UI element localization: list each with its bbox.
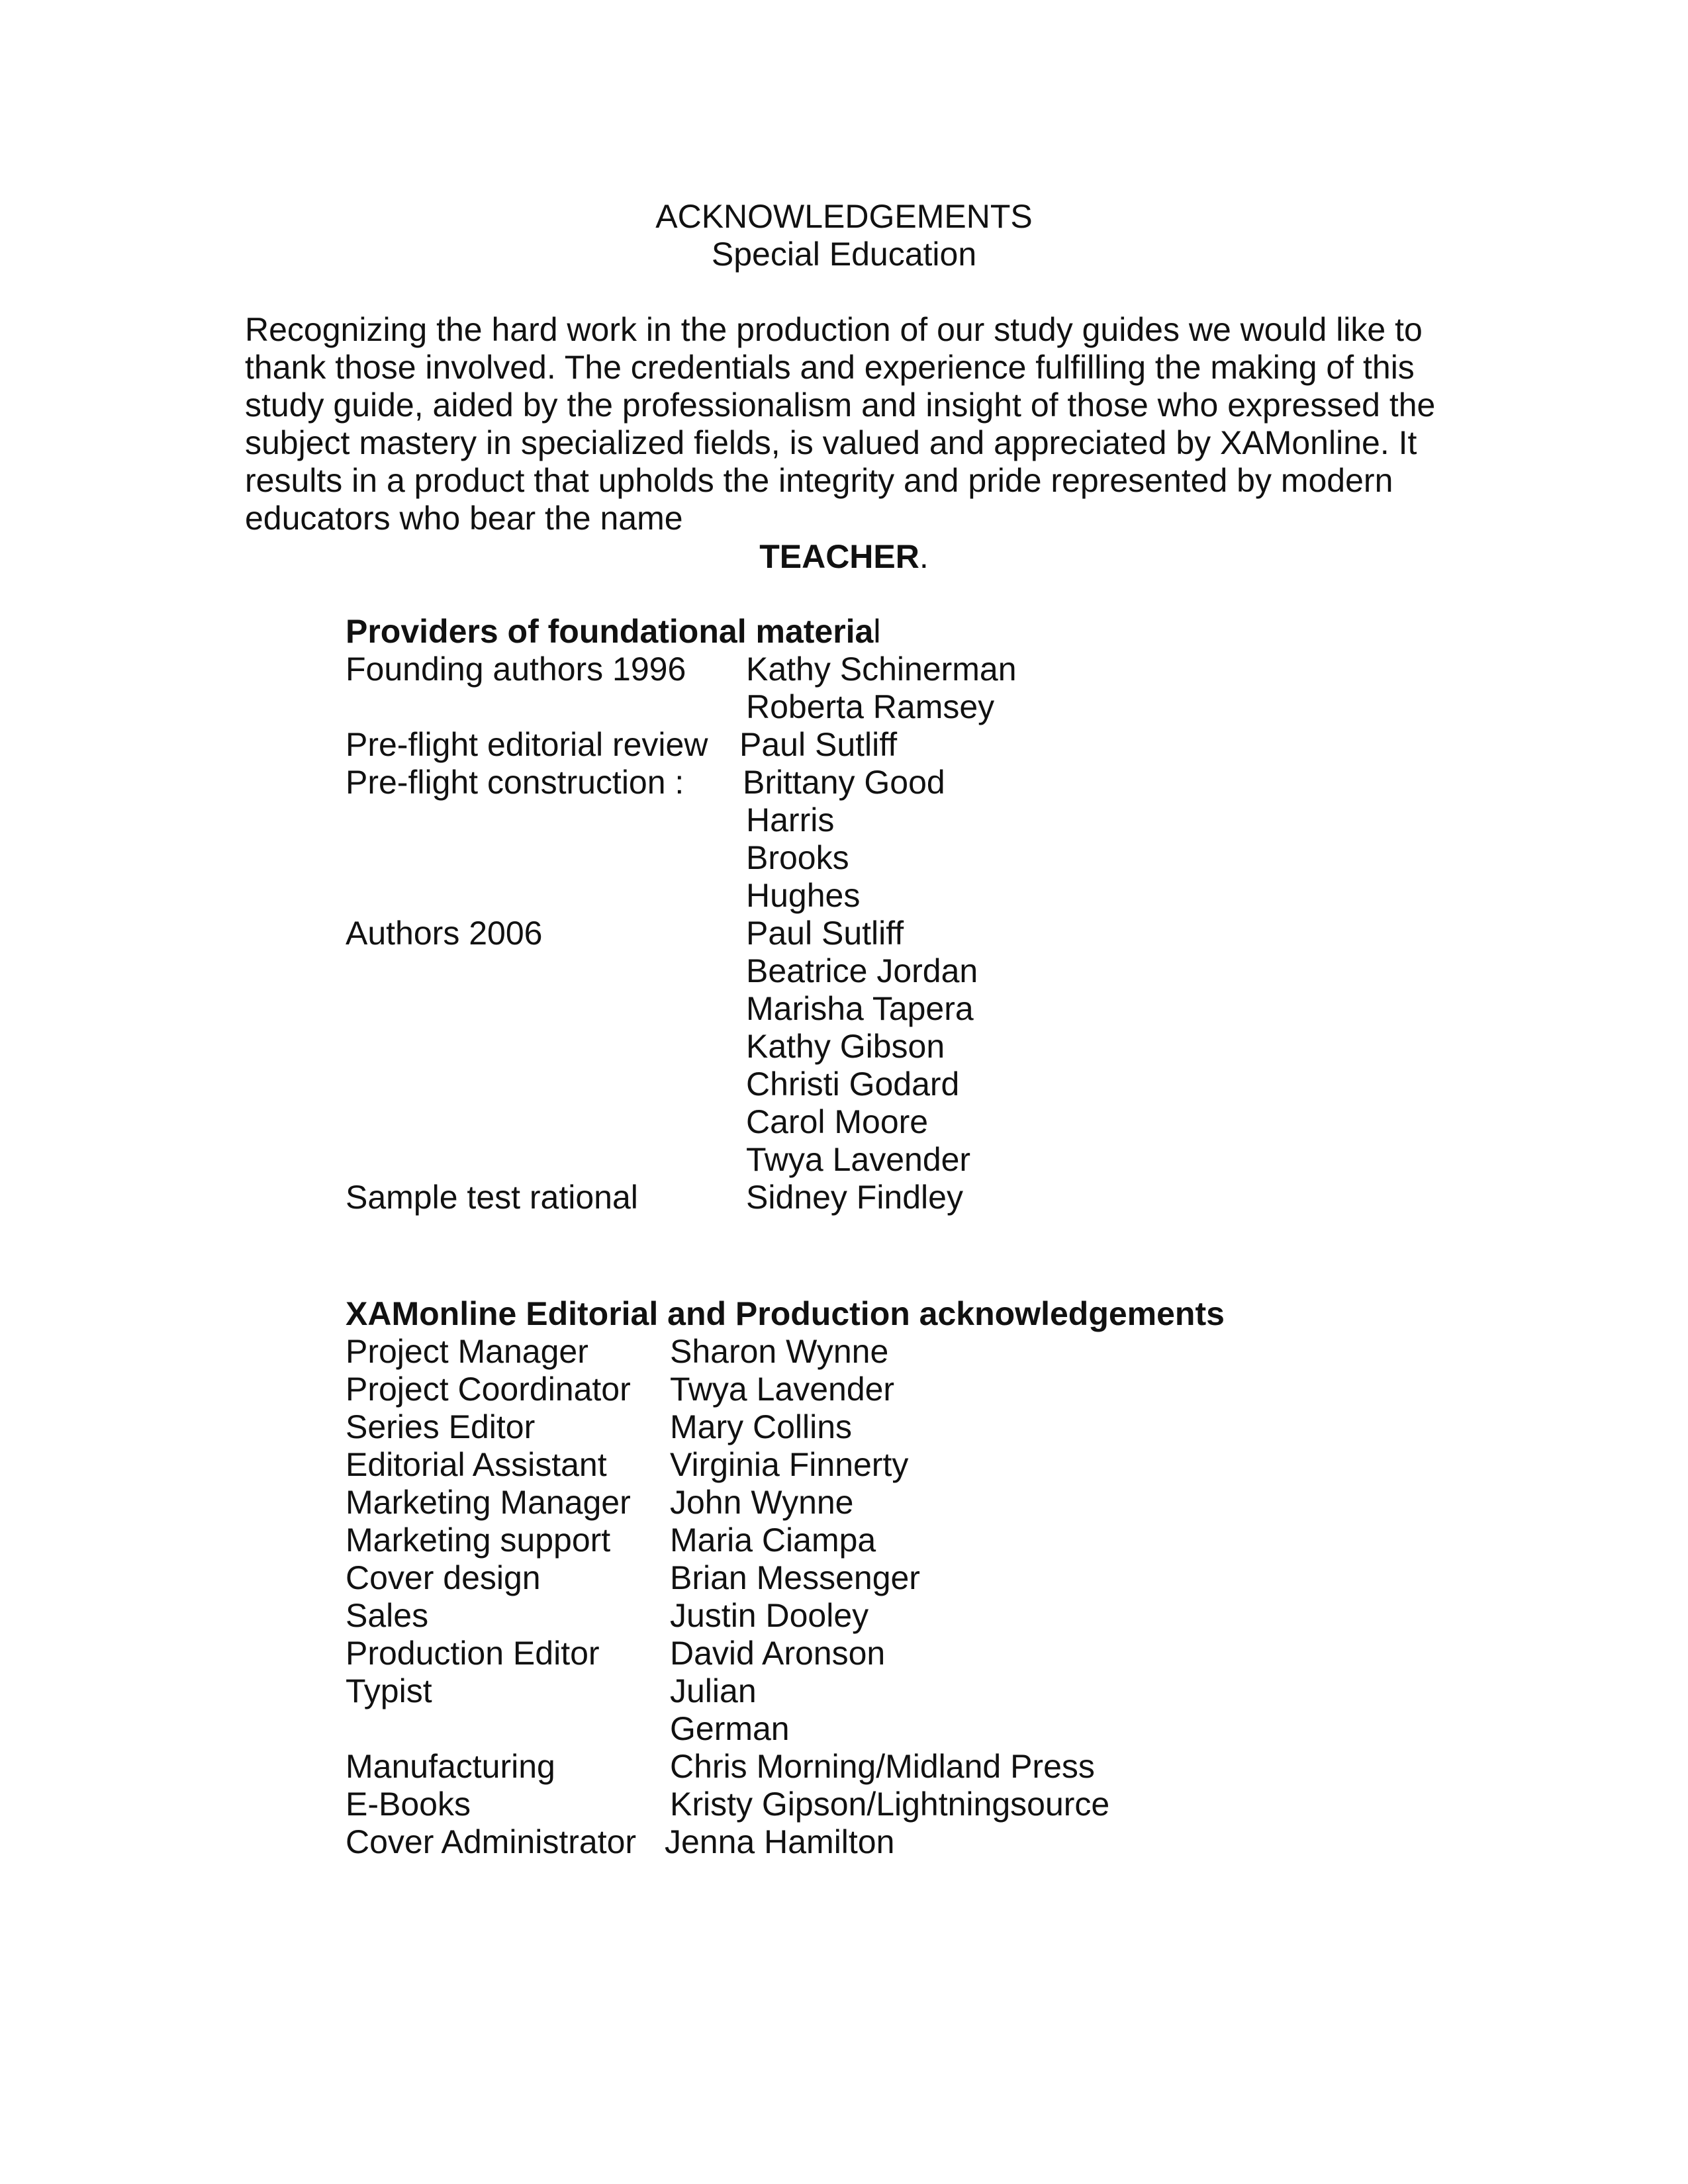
credit-role: Sample test rational: [346, 1179, 638, 1216]
credit-name: German: [670, 1710, 790, 1747]
intro-line: study guide, aided by the professionalism and insight of those who expressed the: [245, 387, 1436, 424]
credit-name: Sharon Wynne: [670, 1333, 889, 1370]
credit-name: Brittany Good: [743, 764, 945, 801]
credit-name: Paul Sutliff: [739, 726, 898, 763]
teacher-punct: .: [919, 538, 929, 575]
teacher-word: TEACHER: [759, 538, 919, 575]
providers-heading-text: Providers of foundational material: [346, 613, 881, 650]
page-title: ACKNOWLEDGEMENTS: [655, 198, 1033, 235]
credit-role: Marketing Manager: [346, 1484, 631, 1521]
credit-name: Hughes: [746, 877, 861, 914]
credit-role: E-Books: [346, 1786, 471, 1823]
providers-heading-tail: l: [873, 613, 881, 650]
intro-line: subject mastery in specialized fields, is valued and appreciated by XAMonline. It: [245, 424, 1417, 461]
credit-name: Harris: [746, 801, 835, 839]
credit-name: Christi Godard: [746, 1066, 960, 1103]
credit-name: Mary Collins: [670, 1408, 853, 1445]
credit-name: Julian: [670, 1672, 757, 1709]
page-subtitle: Special Education: [711, 236, 977, 273]
intro-line: Recognizing the hard work in the production of our study guides we would like to: [245, 311, 1423, 348]
credit-role: Editorial Assistant: [346, 1446, 607, 1483]
credit-name: Twya Lavender: [746, 1141, 971, 1178]
credit-role: Marketing support: [346, 1522, 611, 1559]
credit-name: Virginia Finnerty: [670, 1446, 909, 1483]
credit-name: Justin Dooley: [670, 1597, 869, 1634]
credit-role: Project Coordinator: [346, 1371, 631, 1408]
credit-role: Pre-flight editorial review: [346, 726, 708, 763]
credit-role: Sales: [346, 1597, 429, 1634]
intro-line: thank those involved. The credentials and experience fulfilling the making of this: [245, 349, 1415, 386]
credit-name: Marisha Tapera: [746, 990, 974, 1027]
credit-name: Paul Sutliff: [746, 915, 904, 952]
credit-name: Brooks: [746, 839, 849, 876]
credit-role: Manufacturing: [346, 1748, 555, 1785]
credit-name: Chris Morning/Midland Press: [670, 1748, 1095, 1785]
intro-line: educators who bear the name: [245, 500, 683, 537]
credit-name: John Wynne: [670, 1484, 854, 1521]
credit-name: Kathy Gibson: [746, 1028, 945, 1065]
credit-name: Twya Lavender: [670, 1371, 895, 1408]
credit-role: Typist: [346, 1672, 432, 1709]
credit-role: Series Editor: [346, 1408, 536, 1445]
credit-role: Project Manager: [346, 1333, 588, 1370]
editorial-heading-text: XAMonline Editorial and Production acknowledgements: [346, 1295, 1225, 1332]
credit-role: Production Editor: [346, 1635, 600, 1672]
credit-name: Kathy Schinerman: [746, 651, 1017, 688]
teacher-emphasis: [0, 537, 1688, 576]
credit-name: Sidney Findley: [746, 1179, 963, 1216]
intro-line: results in a product that upholds the integrity and pride represented by modern: [245, 462, 1393, 499]
credit-name: Roberta Ramsey: [746, 688, 995, 725]
credit-name: Beatrice Jordan: [746, 952, 978, 989]
credit-name: David Aronson: [670, 1635, 886, 1672]
credit-name: Jenna Hamilton: [665, 1823, 895, 1860]
credit-name: Kristy Gipson/Lightningsource: [670, 1786, 1110, 1823]
intro-paragraph: [245, 311, 1450, 537]
credit-role: Cover design: [346, 1559, 541, 1596]
credit-role: Authors 2006: [346, 915, 543, 952]
credit-role: Founding authors 1996: [346, 651, 686, 688]
credit-name: Carol Moore: [746, 1103, 929, 1140]
credit-name: Maria Ciampa: [670, 1522, 876, 1559]
credit-name: Brian Messenger: [670, 1559, 920, 1596]
credit-role: Cover Administrator: [346, 1823, 637, 1860]
credit-role: Pre-flight construction :: [346, 764, 684, 801]
